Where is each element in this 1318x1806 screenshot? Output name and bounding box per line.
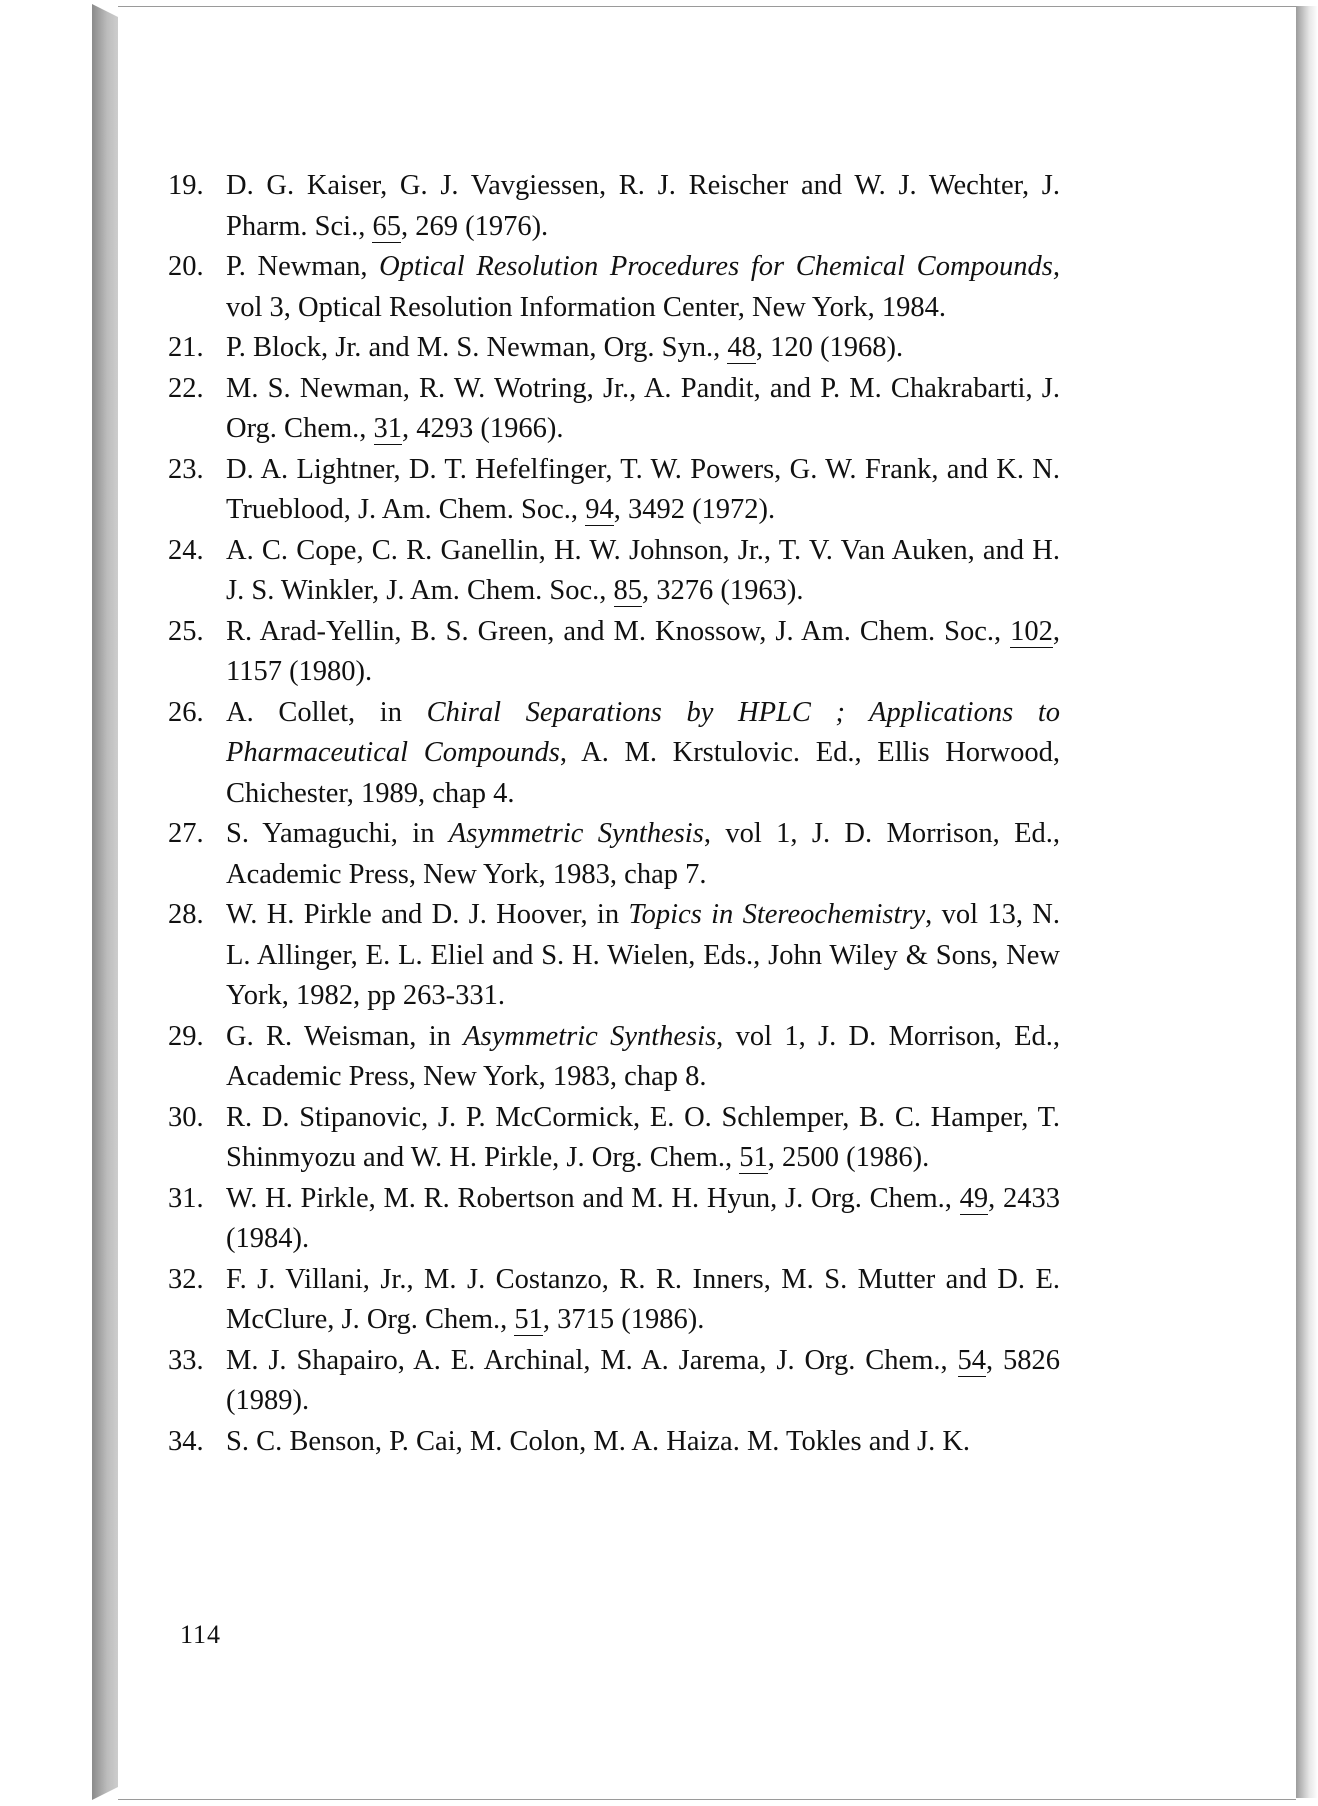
reference-number: 23. [168, 453, 204, 485]
reference-item [168, 1179, 1060, 1260]
reference-number: 28. [168, 899, 204, 930]
reference-number: 19. [168, 170, 204, 201]
reference-text [226, 166, 1060, 247]
reference-text-segment: M. S. Newman, R. W. Wotring, Jr., A. Pandit, and P. M. Chakrabarti, J. Org. Chem., [226, 372, 1060, 444]
reference-text [226, 693, 1060, 815]
reference-text-segment: , vol 1, J. D. Morrison, Ed., Academic Press, New York, 1983, chap 7. [226, 818, 1060, 890]
reference-text-segment: W. H. Pirkle, M. R. Robertson and M. H. Hyun, J. Org. Chem., [226, 1182, 960, 1214]
reference-item [168, 1017, 1060, 1098]
reference-number: 21. [168, 332, 204, 363]
reference-item [168, 531, 1060, 612]
reference-text-segment: , 3276 (1963). [642, 575, 804, 606]
reference-number: 24. [168, 534, 204, 566]
page-number: 114 [180, 1620, 222, 1649]
reference-text-segment: , vol 1, J. D. Morrison, Ed., Academic Press, New York, 1983, chap 8. [226, 1020, 1060, 1092]
reference-text [226, 612, 1060, 693]
reference-volume: 94 [585, 494, 614, 525]
reference-text-segment: D. A. Lightner, D. T. Hefelfinger, T. W. Powers, G. W. Frank, and K. N. Trueblood, J. Am. Chem. Soc., [226, 453, 1060, 525]
reference-number: 29. [168, 1020, 204, 1052]
reference-text-segment: , 269 (1976). [400, 210, 549, 242]
reference-item [168, 1341, 1060, 1422]
reference-text-segment: , 2500 (1986). [767, 1142, 930, 1173]
reference-item [168, 369, 1060, 450]
reference-number: 34. [168, 1425, 204, 1457]
reference-text-segment: , 3492 (1972). [613, 494, 776, 525]
reference-text-segment: P. Block, Jr. and M. S. Newman, Org. Syn., [226, 332, 728, 363]
reference-item [168, 693, 1060, 815]
reference-item [168, 1098, 1060, 1179]
page-edge-shadow [1296, 6, 1318, 1798]
reference-text-segment: , 4293 (1966). [402, 413, 564, 444]
book-spine-edge [92, 4, 120, 1800]
reference-volume: 85 [613, 575, 642, 606]
reference-number: 31. [168, 1182, 204, 1214]
reference-volume: 49 [959, 1182, 989, 1214]
reference-text-segment: R. D. Stipanovic, J. P. McCormick, E. O. Schlemper, B. C. Hamper, T. Shinmyozu and W. H. Pirkle, J. Org. Chem., [226, 1101, 1060, 1173]
reference-volume: 102 [1010, 615, 1053, 647]
reference-text-segment: S. Yamaguchi, in [226, 818, 449, 849]
reference-item [168, 1260, 1060, 1341]
reference-item [168, 1422, 1060, 1463]
reference-text-segment: D. G. Kaiser, G. J. Vavgiessen, R. J. Reischer and W. J. Wechter, J. Pharm. Sci., [226, 170, 1060, 242]
reference-text [226, 1098, 1060, 1179]
reference-item [168, 328, 1060, 369]
reference-text-segment: M. J. Shapairo, A. E. Archinal, M. A. Jarema, J. Org. Chem., [226, 1344, 958, 1376]
reference-volume: 48 [727, 332, 756, 363]
reference-text-segment: R. Arad-Yellin, B. S. Green, and M. Knossow, J. Am. Chem. Soc., [226, 615, 1011, 647]
reference-text-segment: F. J. Villani, Jr., M. J. Costanzo, R. R. Inners, M. S. Mutter and D. E. McClure, J. Org. Chem., [226, 1263, 1060, 1335]
reference-volume: 65 [372, 210, 401, 242]
reference-text-segment: A. C. Cope, C. R. Ganellin, H. W. Johnson, Jr., T. V. Van Auken, and H. J. S. Winkler, J. Am. Chem. Soc., [226, 534, 1060, 606]
reference-text-segment: , 120 (1968). [755, 332, 904, 363]
reference-item [168, 450, 1060, 531]
reference-title-italic: Chiral Separations by HPLC ; Applications to Pharmaceutical Compounds [226, 696, 1060, 768]
reference-volume: 51 [739, 1142, 768, 1173]
reference-title-italic: Asymmetric Synthesis [463, 1020, 717, 1052]
reference-item [168, 895, 1060, 1017]
reference-text-segment: , 1157 (1980). [226, 615, 1060, 687]
reference-number: 26. [168, 696, 204, 728]
reference-item [168, 247, 1060, 328]
reference-title-italic: Optical Resolution Procedures for Chemical Compounds, [379, 251, 1060, 282]
reference-text-segment: A. Collet, in [226, 696, 427, 728]
reference-text [226, 328, 1060, 369]
reference-volume: 54 [957, 1344, 986, 1376]
reference-text-segment: , 2433 (1984). [226, 1182, 1060, 1254]
reference-text-segment: , 5826 (1989). [226, 1344, 1061, 1416]
reference-text-segment: , A. M. Krstulovic. Ed., Ellis Horwood, Chichester, 1989, chap 4. [226, 737, 1060, 809]
reference-text [226, 814, 1060, 895]
reference-text [226, 1422, 1060, 1463]
reference-number: 22. [168, 372, 204, 404]
reference-text-segment: P. Newman, [226, 251, 380, 282]
reference-number: 30. [168, 1101, 204, 1133]
reference-volume: 31 [373, 413, 403, 444]
reference-item [168, 612, 1060, 693]
reference-title-italic: Topics in Stereochemistry [628, 899, 926, 930]
reference-number: 32. [168, 1263, 204, 1295]
reference-text [226, 1179, 1060, 1260]
reference-text-segment: W. H. Pirkle and D. J. Hoover, in [226, 899, 629, 930]
reference-item [168, 166, 1060, 247]
reference-text [226, 450, 1060, 531]
reference-text [226, 1341, 1060, 1422]
reference-number: 33. [168, 1344, 204, 1376]
reference-item [168, 814, 1060, 895]
reference-number: 27. [168, 818, 204, 849]
reference-number: 20. [168, 251, 204, 282]
reference-text [226, 531, 1060, 612]
reference-text-segment: S. C. Benson, P. Cai, M. Colon, M. A. Haiza. M. Tokles and J. K. [226, 1425, 971, 1457]
reference-number: 25. [168, 615, 204, 647]
reference-text [226, 1017, 1060, 1098]
reference-text [226, 895, 1060, 1017]
reference-text [226, 1260, 1060, 1341]
reference-volume: 51 [514, 1304, 543, 1335]
reference-text-segment: , 3715 (1986). [542, 1304, 705, 1335]
reference-list [168, 166, 1060, 1462]
reference-text-segment: vol 3, Optical Resolution Information Center, New York, 1984. [226, 291, 946, 323]
reference-title-italic: Asymmetric Synthesis [448, 818, 704, 849]
reference-text-segment: , vol 13, N. L. Allinger, E. L. Eliel and S. H. Wielen, Eds., John Wiley & Sons, New York, 1982, pp 263-331. [226, 899, 1060, 1011]
reference-text-segment: G. R. Weisman, in [226, 1020, 464, 1052]
reference-text [226, 369, 1060, 450]
reference-text [226, 247, 1060, 328]
